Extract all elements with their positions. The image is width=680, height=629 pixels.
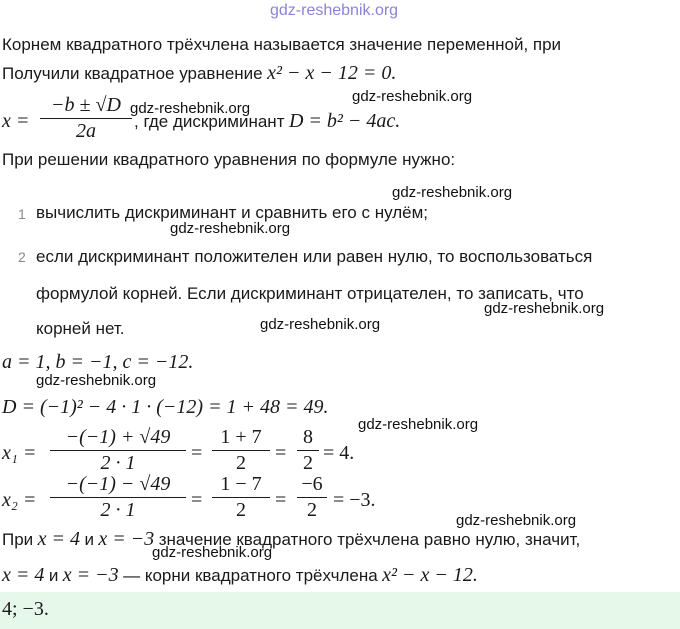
formula-fraction: [40, 93, 132, 143]
method-intro: При решении квадратного уравнения по формуле нужно:: [2, 150, 456, 169]
x2-f2-den: 2: [236, 499, 246, 521]
conclusion2-v2: x = −3: [62, 564, 119, 586]
x2-eq-2: =: [275, 489, 287, 511]
x2-f2-num: 1 − 7: [220, 473, 262, 495]
watermark: gdz-reshebnik.org: [392, 184, 513, 201]
step-2-number: 2: [18, 249, 26, 265]
equation-line: [2, 62, 396, 85]
x1-fraction-3: [297, 425, 319, 475]
step-1-number: 1: [18, 206, 26, 222]
conclusion1-pre: При: [2, 530, 34, 549]
x1-lhs: x₁ =: [2, 442, 37, 464]
step-2-line-1: если дискриминант положителен или равен нулю, то воспользоваться: [36, 247, 593, 266]
formula-middle-text: , где дискриминант: [134, 112, 285, 131]
formula-denominator: 2a: [76, 120, 96, 142]
x1-f3-num: 8: [303, 426, 313, 448]
x1-eq-1: =: [191, 442, 203, 464]
x1-f2-num: 1 + 7: [220, 426, 262, 448]
watermark: gdz-reshebnik.org: [130, 100, 251, 117]
watermark: gdz-reshebnik.org: [352, 88, 473, 105]
x2-eq-1: =: [191, 489, 203, 511]
formula-numerator: −b ± √D: [51, 94, 121, 116]
conclusion1-post: значение квадратного трёхчлена равно нулю, значит,: [158, 530, 581, 549]
conclusion-line-1: [2, 528, 580, 551]
x2-f1-den: 2 · 1: [100, 499, 136, 521]
watermark: gdz-reshebnik.org: [456, 512, 577, 529]
x2-f3-num: −6: [301, 473, 323, 495]
x1-f1-den: 2 · 1: [100, 452, 136, 474]
x1-result: = 4.: [323, 442, 355, 464]
step-2-line-3: корней нет.: [36, 319, 125, 338]
x1-fraction-2: [212, 425, 270, 475]
formula-disc: D = b² − 4ac.: [288, 110, 401, 132]
conclusion2-and: и: [48, 566, 59, 585]
x1-f1-num: −(−1) + √49: [65, 426, 171, 448]
x1-f2-den: 2: [236, 452, 246, 474]
answer-box: [0, 592, 680, 629]
step-1-text: вычислить дискриминант и сравнить его с нулём;: [36, 203, 429, 222]
intro-text: Корнем квадратного трёхчлена называется значение переменной, при: [2, 35, 562, 54]
conclusion2-post: — корни квадратного трёхчлена: [123, 566, 378, 585]
conclusion1-and: и: [84, 530, 94, 549]
conclusion-line-2: [2, 564, 478, 587]
coefficients: a = 1, b = −1, c = −12.: [2, 351, 194, 373]
x2-fraction-3: [297, 472, 327, 522]
watermark: gdz-reshebnik.org: [170, 220, 291, 237]
watermark: gdz-reshebnik.org: [260, 316, 381, 333]
watermark: gdz-reshebnik.org: [152, 544, 273, 561]
x2-lhs: x₂ =: [2, 489, 37, 511]
x1-eq-2: =: [275, 442, 287, 464]
x2-f3-den: 2: [307, 499, 317, 521]
discriminant-calc: D = (−1)² − 4 · 1 · (−12) = 1 + 48 = 49.: [2, 396, 329, 418]
watermark: gdz-reshebnik.org: [36, 372, 157, 389]
formula-lhs: x =: [2, 110, 30, 132]
x2-fraction-1: [50, 472, 186, 522]
equation-prefix: Получили квадратное уравнение: [2, 64, 263, 83]
answer-text: 4; −3.: [2, 598, 49, 620]
conclusion2-poly: x² − x − 12.: [382, 564, 478, 586]
x2-result: = −3.: [333, 489, 376, 511]
x1-fraction-1: [50, 425, 186, 475]
equation-math: x² − x − 12 = 0.: [267, 62, 397, 84]
conclusion1-v2: x = −3: [98, 528, 155, 550]
conclusion2-v1: x = 4: [2, 564, 45, 586]
watermark-top: gdz-reshebnik.org: [270, 2, 399, 19]
x2-fraction-2: [212, 472, 270, 522]
conclusion1-v1: x = 4: [37, 528, 80, 550]
x1-f3-den: 2: [303, 452, 313, 474]
watermark: gdz-reshebnik.org: [484, 300, 605, 317]
x2-f1-num: −(−1) − √49: [65, 473, 171, 495]
watermark: gdz-reshebnik.org: [358, 416, 479, 433]
step-2-line-2: формулой корней. Если дискриминант отрицателен, то записать, что: [36, 284, 584, 303]
